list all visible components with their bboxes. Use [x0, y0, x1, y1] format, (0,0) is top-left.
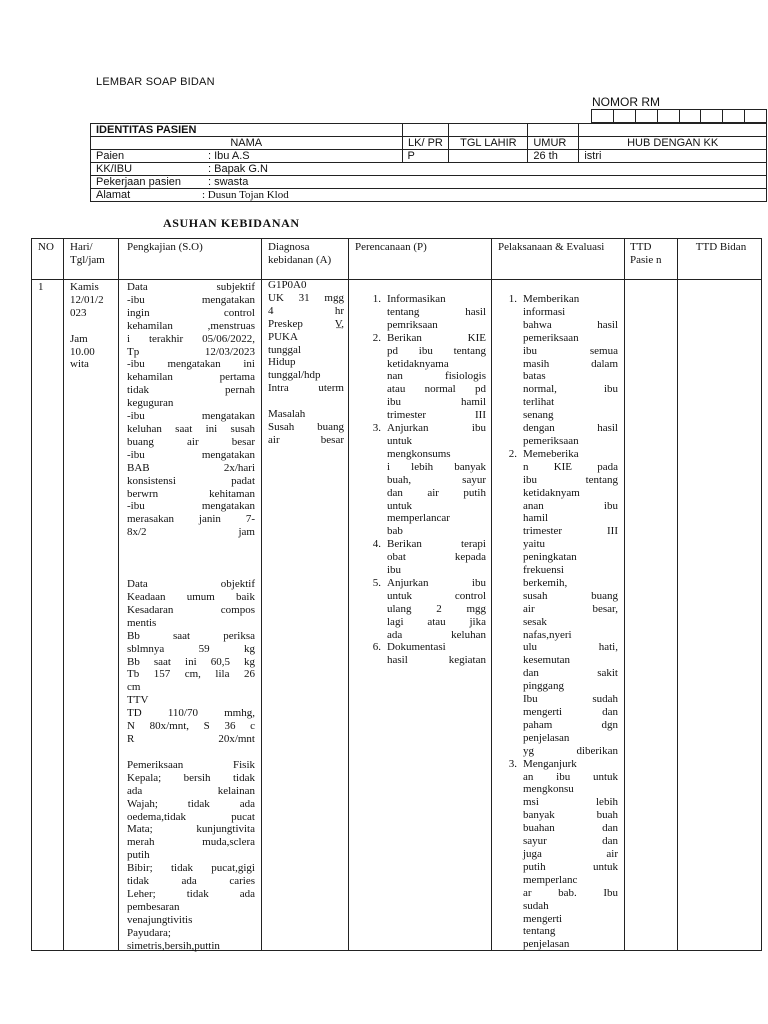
- pelaksanaan-line: an ibu untuk: [523, 770, 618, 783]
- patient-value: : Ibu A.S: [208, 150, 250, 162]
- perencanaan-number: 2.: [372, 331, 381, 344]
- perencanaan-line: mengkonsums: [387, 447, 451, 460]
- asuhan-title: ASUHAN KEBIDANAN: [163, 216, 300, 230]
- rm-digit-box: [613, 109, 635, 123]
- th-pengkajian: Pengkajian (S.O): [127, 241, 203, 253]
- perencanaan-line: Dokumentasi: [387, 641, 446, 654]
- diagnosa-line: tunggal: [268, 343, 301, 356]
- pelaksanaan-line: trimester III: [523, 525, 618, 538]
- rm-digit-box: [635, 109, 657, 123]
- pelaksanaan-line: Ibu sudah: [523, 693, 618, 706]
- pelaksanaan-line: Memeberika: [523, 447, 579, 460]
- alamat-row: [91, 189, 767, 202]
- perencanaan-line: pemriksaan: [387, 318, 438, 331]
- pelaksanaan-line: banyak buah: [523, 809, 618, 822]
- rm-digit-box: [700, 109, 722, 123]
- pelaksanaan-line: pinggang: [523, 680, 564, 693]
- diagnosa-line: UK 31 mgg: [268, 291, 344, 304]
- diagnosa-line: Masalah: [268, 408, 306, 421]
- perencanaan-line: ibu hamil: [387, 396, 486, 409]
- perencanaan-line: lagi atau jika: [387, 615, 486, 628]
- patient-hub: istri: [579, 150, 767, 163]
- pekerjaan-value: : swasta: [208, 176, 249, 188]
- subjective-line: -ibu mengatakan ini: [127, 358, 255, 371]
- kk-ibu-label: KK/IBU: [96, 163, 133, 175]
- pelaksanaan-line: penjelasan: [523, 731, 570, 744]
- pekerjaan-row: [91, 176, 767, 189]
- pelaksanaan-line: masih dalam: [523, 357, 618, 370]
- perencanaan-number: 1.: [372, 293, 381, 305]
- subjective-line: Tp 12/03/2023: [127, 345, 255, 358]
- pelaksanaan-line: ibu tentang: [523, 473, 618, 486]
- patient-tgl-lahir: [449, 150, 528, 163]
- perencanaan-number: 5.: [372, 576, 381, 589]
- diagnosa-line: [268, 395, 344, 408]
- pelaksanaan-line: peningkatan: [523, 551, 577, 564]
- perencanaan-line: bab: [387, 525, 403, 538]
- pelaksanaan-item: [499, 448, 618, 758]
- patient-label: Paien: [96, 150, 125, 162]
- pelaksanaan-line: ketidaknyam: [523, 486, 580, 499]
- subjective-line: konsistensi padat: [127, 474, 255, 487]
- pelaksanaan-number: 2.: [508, 447, 517, 460]
- patient-lk-pr: P: [402, 150, 449, 163]
- subjective-line: ingin control: [127, 306, 255, 319]
- subjective-line: berwrn kehitaman: [127, 487, 255, 500]
- objective-line: R 20x/mnt: [127, 733, 255, 745]
- pelaksanaan-line: ulu hati,: [523, 641, 618, 654]
- subjective-line: -ibu mengatakan: [127, 500, 255, 513]
- pelaksanaan-line: buahan dan: [523, 822, 618, 835]
- physical-line: Mata; kunjungtivita: [127, 823, 255, 836]
- physical-line: tidak ada caries: [127, 875, 255, 888]
- diagnosa-line: 4 hr: [268, 304, 344, 317]
- objective-line: Tb 157 cm, lila 26: [127, 668, 255, 681]
- alamat-value: : Dusun Tojan Klod: [202, 189, 289, 201]
- subjective-line: keguguran: [127, 397, 174, 410]
- physical-exam-block: [127, 759, 255, 953]
- th-ttd-bidan: TTD Bidan: [695, 241, 747, 253]
- nomor-rm-boxes: [591, 109, 767, 123]
- header-lk-pr: LK/ PR: [402, 137, 449, 150]
- row-hari-column: [70, 281, 114, 371]
- perencanaan-line: hasil kegiatan: [387, 654, 486, 667]
- pelaksanaan-item: [499, 758, 618, 952]
- perencanaan-number: 3.: [372, 422, 381, 435]
- physical-line: Wajah; tidak ada: [127, 797, 255, 810]
- physical-line: Pemeriksaan Fisik: [127, 758, 255, 771]
- pelaksanaan-line: susah buang: [523, 589, 618, 602]
- pelaksanaan-line: kesemutan: [523, 654, 571, 667]
- perencanaan-item: [363, 641, 486, 667]
- document-title: LEMBAR SOAP BIDAN: [96, 76, 215, 88]
- rm-digit-box: [744, 109, 767, 123]
- pelaksanaan-line: pemeriksaan: [523, 331, 579, 344]
- subjective-line: -ibu mengatakan: [127, 410, 255, 423]
- th-perencanaan: Perencanaan (P): [355, 241, 427, 253]
- perencanaan-line: Informasikan: [387, 293, 446, 305]
- perencanaan-line: dan air putih: [387, 486, 486, 499]
- subjective-line: merasakan janin 7-: [127, 513, 255, 526]
- perencanaan-line: pd ibu tentang: [387, 344, 486, 357]
- pelaksanaan-line: juga air: [523, 847, 618, 860]
- pelaksanaan-line: Menganjurk: [523, 757, 577, 770]
- subjective-line: keluhan saat ini susah: [127, 422, 255, 435]
- diagnosa-line: Susah buang: [268, 420, 344, 433]
- physical-line: merah muda,sclera: [127, 836, 255, 849]
- pelaksanaan-line: sudah: [523, 899, 549, 912]
- pelaksanaan-line: mengerti dan: [523, 706, 618, 718]
- pelaksanaan-line: dengan hasil: [523, 422, 618, 435]
- diagnosa-line: Intra uterm: [268, 382, 344, 395]
- perencanaan-line: untuk: [387, 499, 413, 512]
- objective-line: TD 110/70 mmhg,: [127, 707, 255, 720]
- th-diagnosa: Diagnosa kebidanan (A): [268, 241, 332, 266]
- pelaksanaan-line: paham dgn: [523, 718, 618, 731]
- objective-line: Kesadaran compos: [127, 603, 255, 616]
- subjective-line: -ibu mengatakan: [127, 448, 255, 461]
- physical-line: pembesaran: [127, 900, 180, 913]
- pelaksanaan-line: nafas,nyeri: [523, 628, 572, 641]
- objective-line: sblmnya 59 kg: [127, 642, 255, 655]
- perencanaan-line: obat kepada: [387, 551, 486, 564]
- perencanaan-line: Anjurkan ibu: [387, 422, 486, 435]
- pelaksanaan-line: ar bab. Ibu: [523, 886, 618, 899]
- pelaksanaan-line: anan ibu: [523, 499, 618, 512]
- asuhan-table: [31, 238, 762, 951]
- pelaksanaan-line: dan sakit: [523, 667, 618, 680]
- objective-line: mentis: [127, 616, 157, 629]
- perencanaan-line: Berikan KIE: [387, 331, 486, 344]
- pelaksanaan-line: n KIE pada: [523, 460, 618, 473]
- subjective-line: BAB 2x/hari: [127, 461, 255, 474]
- subjective-line: tidak pernah: [127, 384, 255, 397]
- perencanaan-item: [363, 332, 486, 422]
- rm-digit-box: [679, 109, 701, 123]
- patient-umur: 26 th: [528, 150, 579, 163]
- perencanaan-number: 6.: [372, 641, 381, 654]
- diagnosa-line: PUKA: [268, 330, 298, 343]
- pelaksanaan-line: memperlanc: [523, 873, 578, 886]
- perencanaan-line: tentang hasil: [387, 305, 486, 318]
- pelaksanaan-line: yaitu: [523, 538, 545, 551]
- objective-line: Keadaan umum baik: [127, 591, 255, 604]
- perencanaan-item: [363, 422, 486, 538]
- physical-line: Payudara;: [127, 926, 171, 939]
- row-perencanaan-column: [363, 293, 486, 667]
- row-diagnosa-column: [268, 279, 344, 447]
- physical-line: Leher; tidak ada: [127, 887, 255, 900]
- pelaksanaan-number: 3.: [508, 757, 517, 770]
- pekerjaan-label: Pekerjaan pasien: [96, 176, 182, 188]
- pelaksanaan-line: hamil: [523, 512, 549, 525]
- header-nama: NAMA: [91, 137, 403, 150]
- diagnosa-line: G1P0A0: [268, 279, 307, 291]
- physical-line: Bibir; tidak pucat,gigi: [127, 862, 255, 875]
- pelaksanaan-list: [499, 293, 618, 951]
- diagnosa-line: Hidup: [268, 356, 296, 369]
- th-no: NO: [38, 241, 54, 253]
- perencanaan-line: i lebih banyak: [387, 460, 486, 473]
- perencanaan-line: memperlancar: [387, 512, 450, 525]
- pelaksanaan-line: yg diberikan: [523, 744, 618, 757]
- objective-line: cm: [127, 681, 141, 694]
- identity-table: [90, 123, 767, 202]
- th-hari: Hari/ Tgl/jam: [70, 241, 105, 266]
- subjective-line: kehamilan ,menstruas: [127, 319, 255, 332]
- alamat-label: Alamat: [96, 189, 131, 201]
- th-pelaksanaan: Pelaksanaan & Evaluasi: [498, 241, 605, 253]
- hari-line: wita: [70, 358, 89, 371]
- subjective-line: 8x/2 jam: [127, 526, 255, 539]
- patient-name-cell: [91, 150, 403, 163]
- perencanaan-line: ibu: [387, 564, 402, 577]
- perencanaan-item: [363, 293, 486, 332]
- pelaksanaan-line: senang: [523, 409, 554, 422]
- pelaksanaan-line: ibu semua: [523, 344, 618, 357]
- perencanaan-line: Berikan terapi: [387, 538, 486, 551]
- diagnosa-line: air besar: [268, 433, 344, 446]
- nomor-rm-label: NOMOR RM: [592, 95, 660, 109]
- physical-line: venajungtivitis: [127, 913, 193, 926]
- subjective-line: buang air besar: [127, 435, 255, 448]
- rm-digit-box: [591, 109, 613, 123]
- perencanaan-item: [363, 577, 486, 642]
- hari-line: 023: [70, 306, 87, 319]
- row-pelaksanaan-column: [499, 293, 618, 951]
- physical-line: Kepala; bersih tidak: [127, 771, 255, 784]
- perencanaan-item: [363, 538, 486, 577]
- pelaksanaan-item: [499, 293, 618, 448]
- hari-line: 10.00: [70, 345, 95, 358]
- row-pengkajian-column: [127, 281, 255, 953]
- kk-ibu-value: : Bapak G.N: [208, 163, 268, 175]
- kk-ibu-row: [91, 163, 767, 176]
- pelaksanaan-line: mengerti: [523, 912, 563, 925]
- subjective-line: kehamilan pertama: [127, 371, 255, 384]
- pelaksanaan-line: Memberikan: [523, 293, 580, 305]
- pelaksanaan-line: pemeriksaan: [523, 434, 579, 447]
- th-ttd-pasien: TTD Pasie n: [630, 241, 662, 266]
- objective-line: Data objektif: [127, 578, 255, 591]
- pelaksanaan-line: informasi: [523, 305, 566, 318]
- objective-block: [127, 578, 255, 746]
- diagnosa-line: Preskep V̲,: [268, 317, 344, 330]
- pelaksanaan-number: 1.: [508, 293, 517, 305]
- header-tgl-lahir: TGL LAHIR: [449, 137, 528, 150]
- hari-line: Kamis: [70, 281, 99, 293]
- objective-line: N 80x/mnt, S 36 c: [127, 720, 255, 733]
- perencanaan-line: ada keluhan: [387, 628, 486, 641]
- header-umur: UMUR: [528, 137, 579, 150]
- pelaksanaan-line: terlihat: [523, 396, 555, 409]
- pelaksanaan-line: sayur dan: [523, 835, 618, 848]
- physical-line: ada kelainan: [127, 784, 255, 797]
- physical-line: oedema,tidak pucat: [127, 810, 255, 823]
- perencanaan-line: nan fisiologis: [387, 370, 486, 383]
- perencanaan-line: ketidaknyama: [387, 357, 449, 370]
- perencanaan-line: trimester III: [387, 409, 486, 422]
- perencanaan-list: [363, 293, 486, 667]
- objective-line: Bb saat periksa: [127, 629, 255, 642]
- perencanaan-line: untuk control: [387, 589, 486, 602]
- hari-line: 12/01/2: [70, 293, 104, 306]
- perencanaan-number: 4.: [372, 538, 381, 551]
- perencanaan-line: untuk: [387, 434, 413, 447]
- hari-line: [70, 320, 114, 333]
- pelaksanaan-line: putih untuk: [523, 860, 618, 873]
- physical-line: putih: [127, 849, 150, 862]
- pelaksanaan-line: tentang: [523, 925, 556, 938]
- pelaksanaan-line: frekuensi: [523, 564, 564, 577]
- rm-digit-box: [722, 109, 744, 123]
- identity-section-title: IDENTITAS PASIEN: [91, 124, 403, 137]
- hari-line: Jam: [70, 332, 88, 345]
- perencanaan-line: atau normal pd: [387, 383, 486, 396]
- header-hub: HUB DENGAN KK: [579, 137, 767, 150]
- pelaksanaan-line: berkemih,: [523, 576, 568, 589]
- perencanaan-line: Anjurkan ibu: [387, 576, 486, 589]
- pelaksanaan-line: msi lebih: [523, 796, 618, 809]
- pelaksanaan-line: air besar,: [523, 602, 618, 615]
- subjective-block: [127, 281, 255, 539]
- physical-line: simetris,bersih,puttin: [127, 939, 220, 952]
- objective-line: Bb saat ini 60,5 kg: [127, 655, 255, 668]
- subjective-line: Data subjektif: [127, 281, 255, 293]
- diagnosa-line: tunggal/hdp: [268, 369, 321, 382]
- pelaksanaan-line: sesak: [523, 615, 547, 628]
- pelaksanaan-line: bahwa hasil: [523, 318, 618, 331]
- row-no: 1: [38, 281, 44, 293]
- perencanaan-line: buah, sayur: [387, 473, 486, 486]
- pelaksanaan-line: batas: [523, 370, 546, 383]
- objective-line: TTV: [127, 694, 149, 707]
- subjective-line: i terakhir 05/06/2022,: [127, 332, 255, 345]
- perencanaan-line: ulang 2 mgg: [387, 602, 486, 615]
- pelaksanaan-line: mengkonsu: [523, 783, 574, 796]
- pelaksanaan-line: penjelasan: [523, 938, 570, 951]
- subjective-line: -ibu mengatakan: [127, 293, 255, 306]
- pelaksanaan-line: normal, ibu: [523, 383, 618, 396]
- rm-digit-box: [657, 109, 679, 123]
